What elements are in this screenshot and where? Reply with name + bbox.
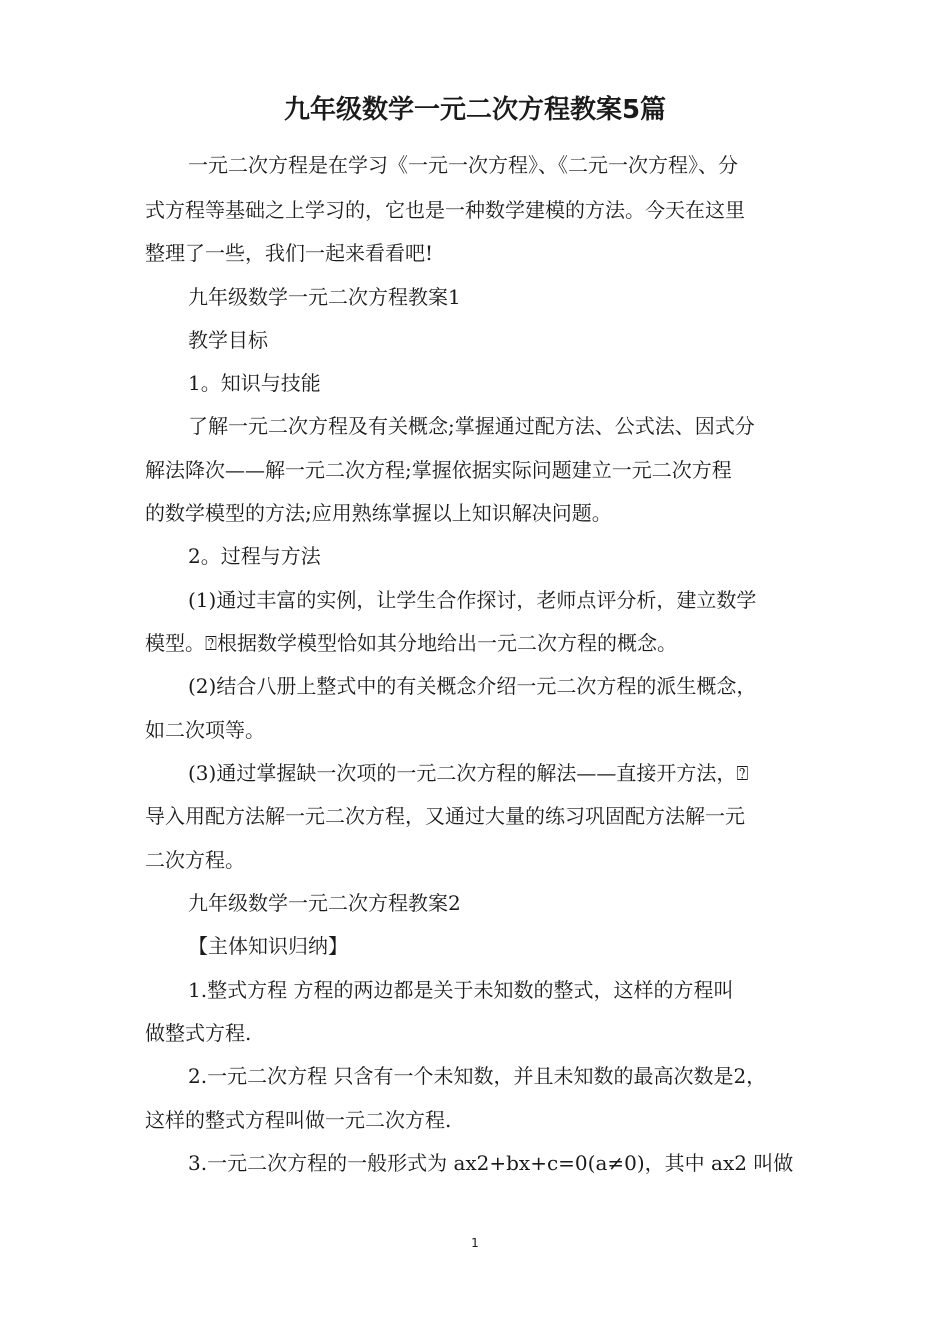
paragraph-line: 这样的整式方程叫做一元二次方程. xyxy=(145,1108,452,1132)
subheading: 2。过程与方法 xyxy=(188,544,321,568)
page-number: 1 xyxy=(471,1236,479,1250)
paragraph-line: 了解一元二次方程及有关概念;掌握通过配方法、公式法、因式分 xyxy=(188,414,755,438)
paragraph-line: 二次方程。 xyxy=(145,848,245,872)
paragraph-line: 1.整式方程 方程的两边都是关于未知数的整式，这样的方程叫 xyxy=(188,978,734,1002)
subheading: 1。知识与技能 xyxy=(188,371,321,395)
section-heading: 九年级数学一元二次方程教案2 xyxy=(188,891,461,915)
paragraph-line: (1)通过丰富的实例，让学生合作探讨，老师点评分析，建立数学 xyxy=(188,588,757,612)
paragraph-line: 做整式方程. xyxy=(145,1021,252,1045)
paragraph-line: 解法降次——解一元二次方程;掌握依据实际问题建立一元二次方程 xyxy=(145,458,732,482)
paragraph-line: 一元二次方程是在学习《一元一次方程》、《二元一次方程》、分 xyxy=(188,153,738,177)
paragraph-line: 模型。⍰根据数学模型恰如其分地给出一元二次方程的概念。 xyxy=(145,631,677,655)
paragraph-line: 3.一元二次方程的一般形式为 ax2+bx+c=0(a≠0)，其中 ax2 叫做 xyxy=(188,1151,794,1175)
paragraph-line: 整理了一些，我们一起来看看吧! xyxy=(145,241,434,265)
paragraph-line: 导入用配方法解一元二次方程，又通过大量的练习巩固配方法解一元 xyxy=(145,804,745,828)
subheading: 【主体知识归纳】 xyxy=(188,934,348,958)
paragraph-line: 如二次项等。 xyxy=(145,718,265,742)
subheading: 教学目标 xyxy=(188,328,268,352)
paragraph-line: 式方程等基础之上学习的，它也是一种数学建模的方法。今天在这里 xyxy=(145,198,745,222)
section-heading: 九年级数学一元二次方程教案1 xyxy=(188,285,461,309)
document-title: 九年级数学一元二次方程教案5篇 xyxy=(283,95,667,125)
paragraph-line: (3)通过掌握缺一次项的一元二次方程的解法——直接开方法，⍰ xyxy=(188,761,749,785)
paragraph-line: 2.一元二次方程 只含有一个未知数，并且未知数的最高次数是2， xyxy=(188,1064,767,1088)
paragraph-line: 的数学模型的方法;应用熟练掌握以上知识解决问题。 xyxy=(145,501,612,525)
paragraph-line: (2)结合八册上整式中的有关概念介绍一元二次方程的派生概念， xyxy=(188,674,757,698)
